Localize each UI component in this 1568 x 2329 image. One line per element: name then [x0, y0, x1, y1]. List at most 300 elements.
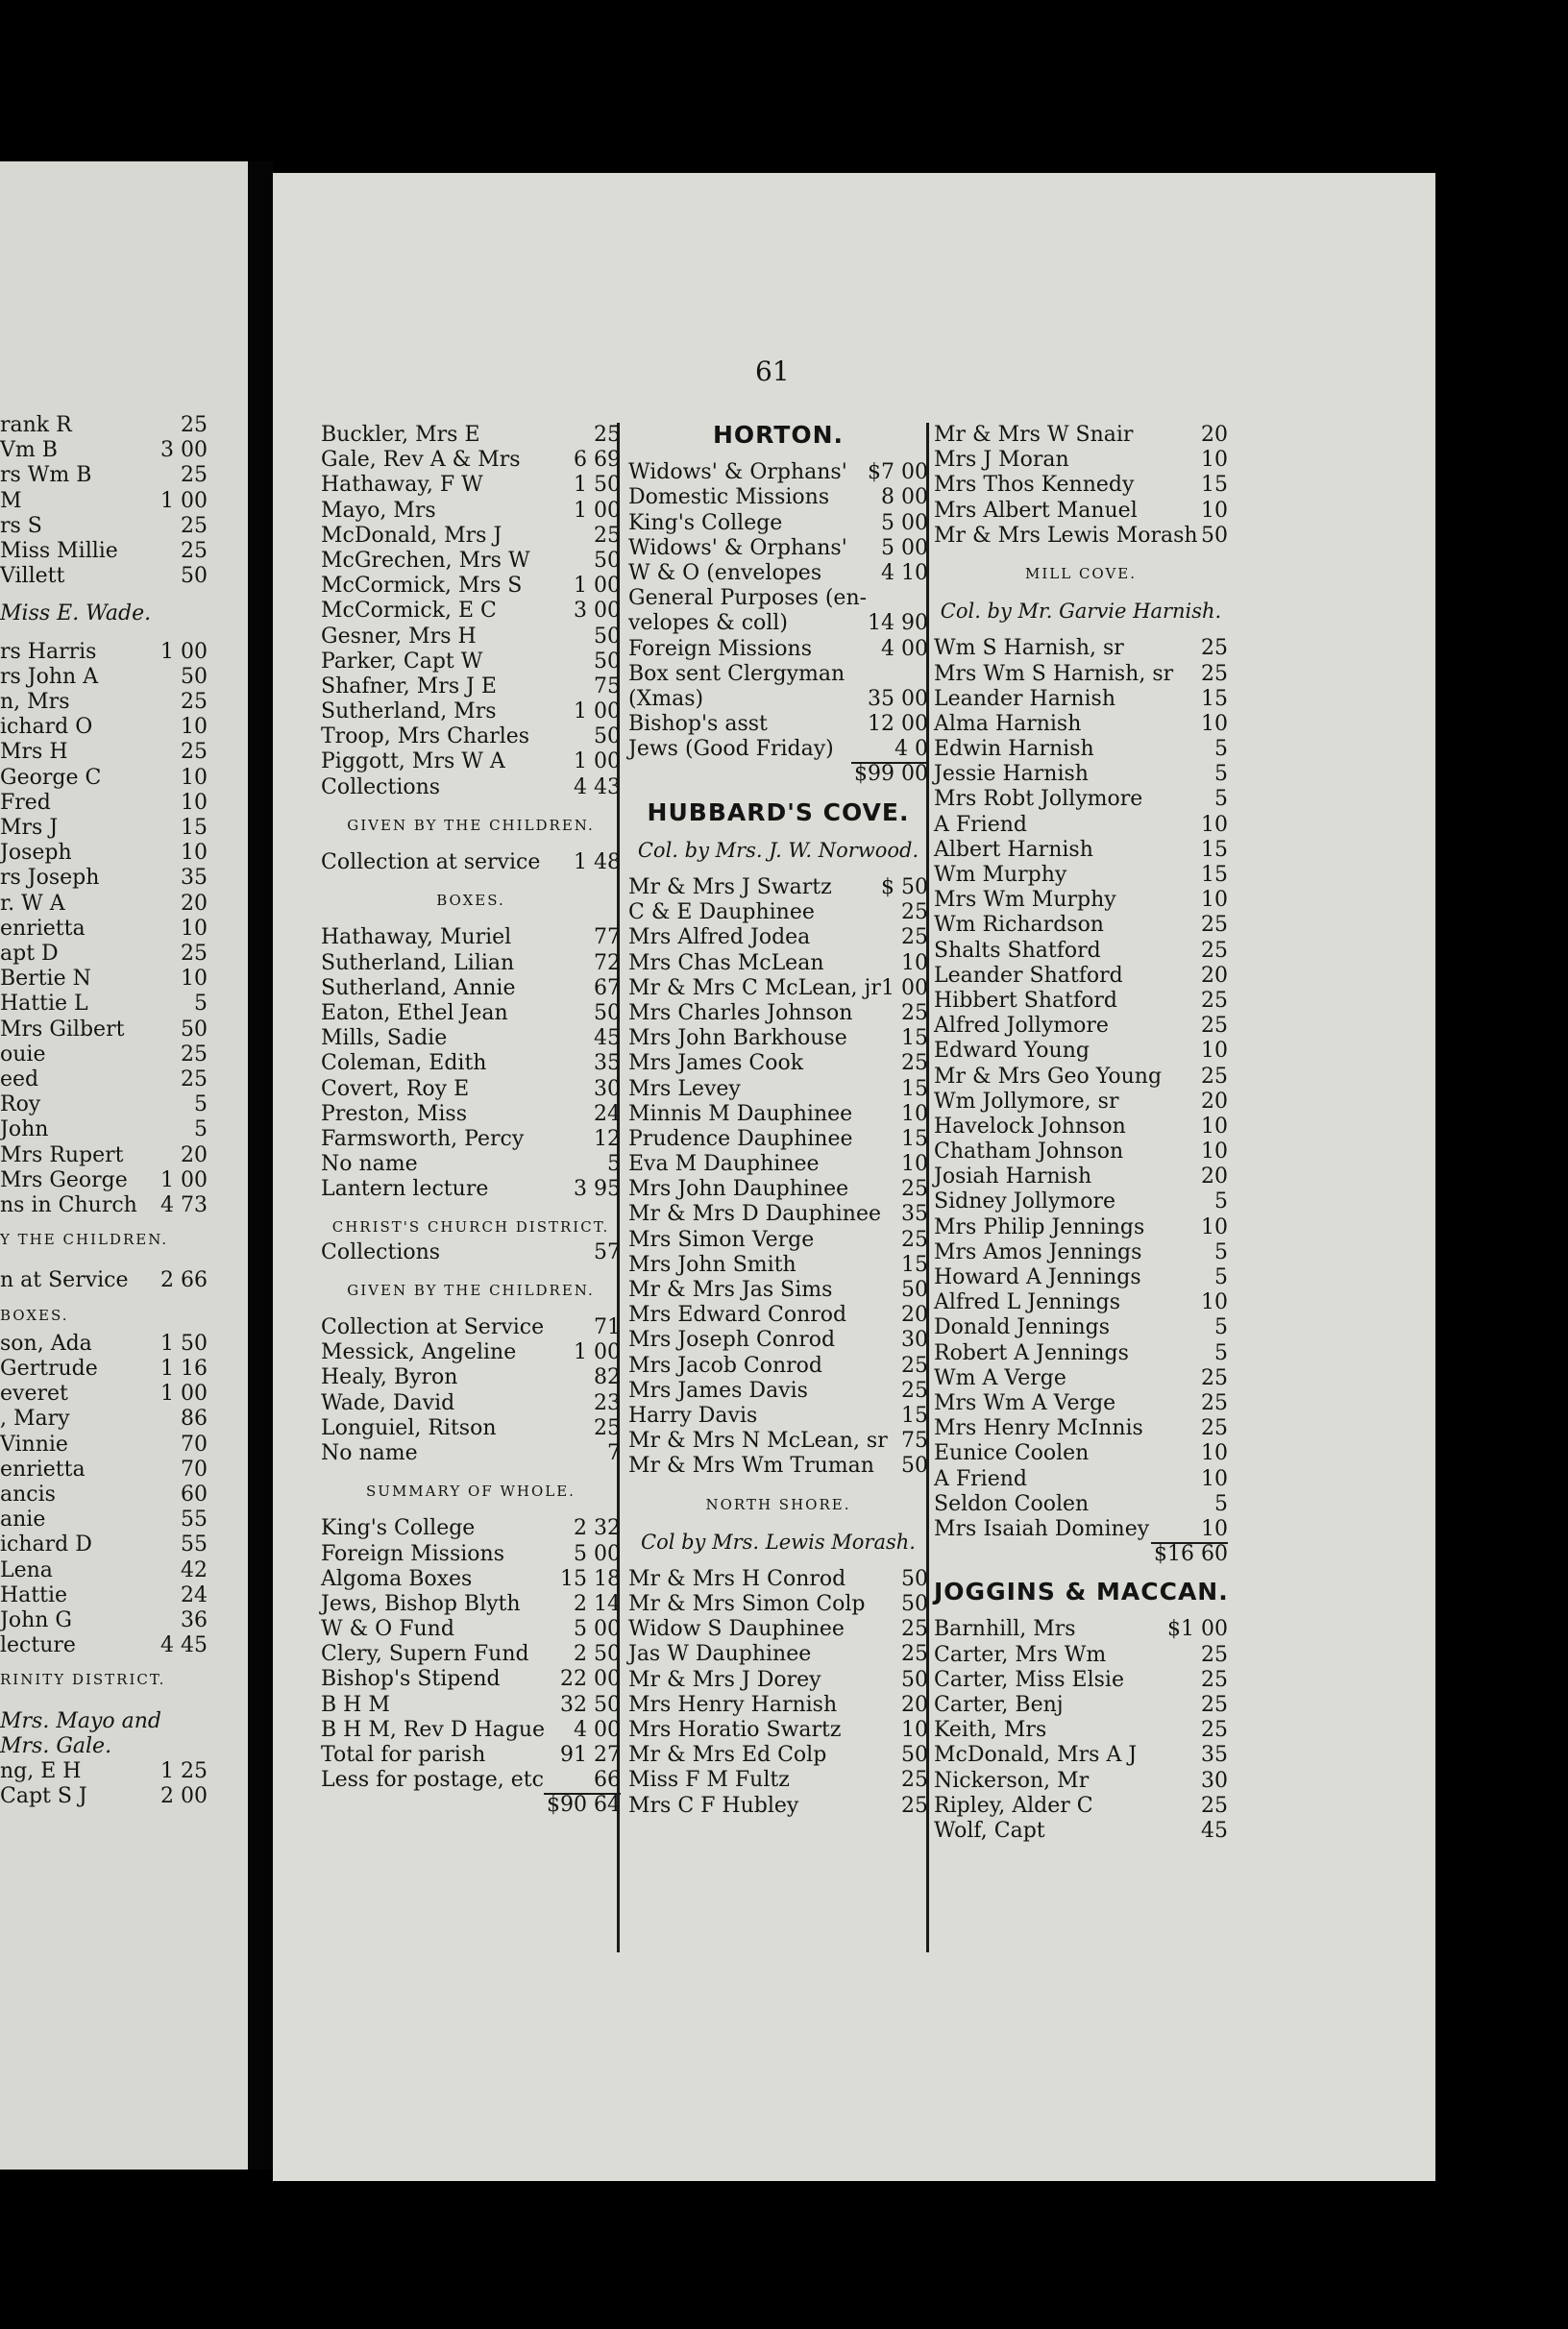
donor-name: Mr & Mrs Jas Sims: [628, 1278, 833, 1302]
subsection-heading: MILL COVE.: [1024, 564, 1138, 582]
left-entry-amount: 10: [181, 715, 208, 740]
donor-row: [321, 775, 621, 800]
left-entry-amount: 10: [181, 967, 208, 992]
donation-amount: 67: [594, 975, 621, 1000]
left-entry-name: Bertie N: [0, 967, 91, 992]
donor-row: [628, 1642, 928, 1667]
donor-row: [934, 939, 1228, 964]
donation-amount: 35 00: [868, 686, 928, 711]
donor-name: Mrs Wm S Harnish, sr: [934, 661, 1174, 686]
donation-amount: 25: [594, 523, 621, 548]
donation-amount: 25: [1201, 1642, 1228, 1667]
donor-name: B H M: [321, 1692, 390, 1717]
donation-amount: 8 00: [881, 485, 928, 510]
donor-name: Mrs Amos Jennings: [934, 1239, 1142, 1264]
donor-name: Bishop's asst: [628, 712, 768, 737]
donor-name: Mrs John Barkhouse: [628, 1026, 847, 1051]
donation-amount: 25: [1201, 1390, 1228, 1415]
left-entry-amount: 25: [181, 690, 208, 714]
spacer: [321, 1202, 621, 1214]
left-entry-name: ichard O: [0, 715, 93, 740]
left-entry-amount: 24: [181, 1582, 208, 1607]
left-entry-amount: 20: [181, 1142, 208, 1167]
donor-row: [934, 1240, 1228, 1265]
donor-name: Howard A Jennings: [934, 1265, 1141, 1289]
total-row: [934, 1542, 1228, 1567]
donation-amount: 3 95: [574, 1177, 621, 1202]
donor-row: [628, 712, 928, 737]
donation-amount: 15: [1201, 837, 1228, 862]
donor-row: [934, 662, 1228, 687]
donor-row: [321, 1177, 621, 1202]
left-entry-amount: 1 25: [160, 1759, 208, 1783]
donor-row: [934, 1769, 1228, 1794]
donor-row: [628, 1102, 928, 1127]
donation-amount: 10: [1201, 1140, 1228, 1164]
donor-name: Wolf, Capt: [934, 1818, 1045, 1843]
donation-amount: 82: [594, 1365, 621, 1390]
donation-amount: 25: [901, 1000, 928, 1025]
donor-name: Piggott, Mrs W A: [321, 749, 505, 774]
donor-row: [934, 1416, 1228, 1441]
donation-amount: 25: [1201, 1693, 1228, 1717]
left-entry-name: rs John A: [0, 664, 99, 689]
donor-name: Preston, Miss: [321, 1101, 468, 1126]
spacer: [628, 863, 928, 875]
donor-name: Lantern lecture: [321, 1177, 489, 1202]
total-amount: $16 60: [1154, 1542, 1228, 1567]
left-entry-amount: 25: [181, 942, 208, 966]
donor-row: [321, 1743, 621, 1768]
donor-row: [934, 1643, 1228, 1668]
left-entry-name: Joseph: [0, 841, 72, 866]
donor-row: [934, 687, 1228, 712]
donor-row: [628, 586, 928, 611]
left-entry-name: John G: [0, 1608, 72, 1632]
donor-row: [321, 1315, 621, 1340]
donor-row: [934, 964, 1228, 989]
donor-name: Mrs Simon Verge: [628, 1227, 815, 1252]
donor-row: [934, 1743, 1228, 1768]
donor-name: Parker, Capt W: [321, 649, 483, 674]
left-entry-name: Miss Millie: [0, 539, 118, 563]
donor-name: W & O Fund: [321, 1617, 454, 1642]
left-entry-name: Hattie: [0, 1582, 68, 1607]
left-entry-amount: 1 00: [160, 1167, 208, 1192]
donor-name: Albert Harnish: [934, 837, 1093, 862]
donation-amount: 25: [901, 1768, 928, 1793]
left-entry-name: Capt S J: [0, 1784, 87, 1809]
left-entry-name: apt D: [0, 942, 59, 966]
donation-amount: 50: [594, 649, 621, 674]
donor-row: [934, 1215, 1228, 1240]
donation-amount: 75: [594, 674, 621, 699]
donation-amount: 25: [1201, 1793, 1228, 1818]
donor-row: [628, 511, 928, 536]
left-entry-amount: 50: [181, 664, 208, 689]
donor-row: [934, 787, 1228, 812]
donor-name: Mrs James Davis: [628, 1378, 808, 1403]
donor-row: [628, 1743, 928, 1768]
donor-row: [934, 1290, 1228, 1315]
donor-row: [934, 1391, 1228, 1416]
donation-amount: 10: [901, 950, 928, 975]
left-entry-amount: 1 16: [160, 1357, 208, 1381]
donor-name: Mr & Mrs D Dauphinee: [628, 1202, 881, 1227]
donor-name: No name: [321, 1152, 418, 1177]
subsection-heading: NORTH SHORE.: [705, 1495, 851, 1513]
subsection-heading: SUMMARY OF WHOLE.: [366, 1483, 576, 1501]
left-page-fragment: [0, 161, 248, 2170]
donor-row: [321, 1240, 621, 1265]
donor-row: [628, 1668, 928, 1693]
donor-name: Barnhill, Mrs: [934, 1617, 1076, 1642]
donor-name: Wm A Verge: [934, 1365, 1066, 1390]
donor-name: Algoma Boxes: [321, 1566, 473, 1591]
donor-row: [321, 625, 621, 650]
donor-row: [934, 1794, 1228, 1819]
donor-row: [628, 460, 928, 485]
spacer: [934, 1605, 1228, 1617]
donor-row: [628, 1177, 928, 1202]
donation-amount: 50: [594, 1000, 621, 1025]
donation-amount: 5 00: [574, 1541, 621, 1566]
donor-row: [321, 674, 621, 699]
donor-name: Mrs John Dauphinee: [628, 1177, 849, 1202]
subsection-heading: GIVEN BY THE CHILDREN.: [347, 816, 595, 834]
left-entry-name: Mrs George: [0, 1167, 128, 1192]
left-entry-name: lecture: [0, 1633, 76, 1658]
donation-amount: 10: [1201, 1114, 1228, 1139]
donation-amount: 2 32: [574, 1516, 621, 1541]
donation-amount: 4 43: [574, 774, 621, 799]
spacer: [321, 1466, 621, 1479]
donation-amount: 50: [901, 1454, 928, 1479]
donor-row: [321, 574, 621, 599]
donor-name: Wm Murphy: [934, 863, 1067, 887]
donor-name: Mr & Mrs Lewis Morash: [934, 523, 1198, 548]
donor-row: [321, 1127, 621, 1152]
donation-amount: 10: [1201, 498, 1228, 523]
donation-amount: 24: [594, 1101, 621, 1126]
donor-row: [934, 524, 1228, 549]
donor-name: Leander Harnish: [934, 686, 1116, 711]
donor-name: Wm S Harnish, sr: [934, 636, 1124, 661]
section-heading: JOGGINS & MACCAN.: [934, 1578, 1229, 1606]
donor-name: Ripley, Alder C: [934, 1793, 1093, 1818]
donor-name: Widows' & Orphans': [628, 460, 847, 485]
left-entry-name: r. W A: [0, 891, 65, 916]
donor-name: McDonald, Mrs J: [321, 523, 502, 548]
left-entry-amount: 36: [181, 1608, 208, 1632]
donation-amount: 57: [594, 1239, 621, 1264]
donor-row: [628, 1379, 928, 1404]
donor-name: Buckler, Mrs E: [321, 423, 480, 447]
donation-amount: 71: [594, 1315, 621, 1339]
donation-amount: 15 18: [560, 1566, 621, 1591]
spacer: [628, 1555, 928, 1567]
donation-amount: 25: [1201, 913, 1228, 938]
donor-row: [628, 1718, 928, 1743]
collector-line: Col by Mrs. Lewis Morash.: [641, 1530, 916, 1554]
donor-row: [934, 1065, 1228, 1090]
donation-amount: 25: [901, 1227, 928, 1252]
left-entry-amount: 1 00: [160, 639, 208, 664]
donation-amount: 5 00: [881, 535, 928, 560]
left-entry-amount: 50: [181, 564, 208, 589]
donor-name: Jews (Good Friday): [628, 737, 834, 762]
left-entry-name: John: [0, 1117, 49, 1142]
donor-row: [628, 1303, 928, 1328]
donor-row: [934, 838, 1228, 863]
donor-row: [934, 448, 1228, 473]
donation-amount: 15: [1201, 473, 1228, 498]
column-2: [628, 423, 928, 1819]
donation-amount: 3 00: [574, 599, 621, 624]
donor-name: Bishop's Stipend: [321, 1667, 501, 1692]
donor-row: [628, 1152, 928, 1177]
subsection-heading: GIVEN BY THE CHILDREN.: [347, 1281, 595, 1299]
donor-name: Alma Harnish: [934, 711, 1082, 736]
left-entry-amount: 1 00: [160, 488, 208, 513]
donation-amount: 50: [901, 1592, 928, 1617]
donor-row: [321, 1026, 621, 1051]
left-entry-amount: 55: [181, 1508, 208, 1532]
donor-name: Eunice Coolen: [934, 1441, 1090, 1466]
donor-row: [321, 1340, 621, 1365]
donation-amount: 35: [594, 1051, 621, 1076]
donation-amount: 25: [1201, 1064, 1228, 1089]
donation-amount: 25: [1201, 938, 1228, 963]
left-entry-name: Mrs J: [0, 816, 59, 840]
donation-amount: 1 00: [574, 574, 621, 599]
donor-name: Josiah Harnish: [934, 1164, 1092, 1189]
donor-row: [628, 1202, 928, 1227]
donation-amount: 5: [1214, 787, 1228, 812]
donor-row: [628, 1278, 928, 1303]
spacer: [321, 875, 621, 888]
total-row: [628, 762, 928, 787]
left-entry-name: Vm B: [0, 438, 58, 463]
left-entry-amount: 25: [181, 539, 208, 563]
donor-name: Collections: [321, 1239, 441, 1264]
spacer: [934, 549, 1228, 561]
donor-row: [934, 1265, 1228, 1290]
left-entry-name: rs Joseph: [0, 866, 100, 891]
donation-amount: 1 00: [574, 749, 621, 774]
donor-row: [934, 813, 1228, 838]
donation-amount: 25: [1201, 661, 1228, 686]
donor-name: Mrs Wm A Verge: [934, 1390, 1116, 1415]
donor-row: [628, 1001, 928, 1026]
donor-row: [321, 1152, 621, 1177]
donation-amount: 15: [901, 1076, 928, 1101]
donor-row: [628, 1693, 928, 1718]
donation-amount: 25: [901, 1378, 928, 1403]
donation-amount: 30: [594, 1076, 621, 1101]
donor-name: Mrs Joseph Conrod: [628, 1328, 836, 1353]
donor-row: [628, 1567, 928, 1592]
donation-amount: 91 27: [560, 1743, 621, 1767]
donor-name: Box sent Clergyman: [628, 661, 845, 686]
donor-name: Hathaway, Muriel: [321, 925, 512, 950]
donor-name: Sutherland, Mrs: [321, 699, 497, 724]
donor-name: Sutherland, Annie: [321, 975, 516, 1000]
donation-amount: 15: [901, 1252, 928, 1277]
donation-amount: 25: [901, 900, 928, 925]
donor-row: [934, 913, 1228, 938]
donation-amount: 25: [594, 1415, 621, 1440]
donor-name: Seldon Coolen: [934, 1491, 1090, 1516]
donation-amount: 10: [1201, 1466, 1228, 1491]
donor-name: Wm Jollymore, sr: [934, 1089, 1119, 1114]
donor-name: Mrs Philip Jennings: [934, 1214, 1145, 1239]
left-entry-name: Mrs Rupert: [0, 1142, 124, 1167]
donor-name: Covert, Roy E: [321, 1076, 470, 1101]
donor-name: Jews, Bishop Blyth: [321, 1591, 521, 1616]
donation-amount: 30: [1201, 1768, 1228, 1793]
donation-amount: 10: [1201, 1290, 1228, 1315]
donation-amount: 25: [1201, 1718, 1228, 1743]
donation-amount: 50: [901, 1566, 928, 1591]
donor-row: [934, 1517, 1228, 1542]
donor-name: Healy, Byron: [321, 1365, 458, 1390]
donation-amount: 25: [1201, 1416, 1228, 1441]
left-entry-name: ng, E H: [0, 1759, 82, 1783]
left-entry-name: ns in Church: [0, 1193, 137, 1217]
left-entry-name: Mrs Gilbert: [0, 1017, 125, 1042]
donor-name: Mr & Mrs W Snair: [934, 423, 1134, 447]
donation-amount: 10: [1201, 1039, 1228, 1064]
donor-row: [628, 1077, 928, 1102]
book-gutter: [248, 161, 273, 2170]
donation-amount: 1 00: [881, 975, 928, 1000]
donor-name: Leander Shatford: [934, 963, 1123, 988]
donor-row: [321, 1718, 621, 1743]
donor-row: [321, 1516, 621, 1541]
donor-name: Shalts Shatford: [934, 938, 1101, 963]
left-entry-amount: 2 66: [160, 1268, 208, 1293]
left-entry-name: BOXES.: [0, 1306, 69, 1324]
donor-name: Mrs Levey: [628, 1076, 741, 1101]
donor-row: [321, 499, 621, 524]
donor-row: [628, 687, 928, 712]
donor-name: Jas W Dauphinee: [628, 1642, 812, 1667]
donation-amount: 5 00: [574, 1617, 621, 1642]
donation-amount: 20: [901, 1303, 928, 1328]
donor-name: McCormick, Mrs S: [321, 574, 523, 599]
donor-row: [321, 599, 621, 624]
donation-amount: 5: [1214, 1315, 1228, 1340]
donor-name: Gesner, Mrs H: [321, 624, 477, 649]
donor-name: Collection at service: [321, 850, 541, 874]
donor-row: [934, 1668, 1228, 1693]
left-entry-amount: 10: [181, 790, 208, 815]
donor-row: [321, 549, 621, 574]
donor-name: Mayo, Mrs: [321, 498, 436, 523]
donor-name: Foreign Missions: [628, 636, 813, 661]
spacer: [628, 448, 928, 460]
donation-amount: 23: [594, 1390, 621, 1415]
donor-name: Mr & Mrs Simon Colp: [628, 1592, 866, 1617]
donor-row: [628, 662, 928, 687]
donor-name: B H M, Rev D Hague: [321, 1717, 546, 1742]
donor-row: [628, 1429, 928, 1454]
donation-amount: 25: [901, 1177, 928, 1202]
left-entry-name: n, Mrs: [0, 690, 70, 714]
donor-name: General Purposes (en-: [628, 586, 868, 611]
spacer: [321, 913, 621, 925]
column-1: [321, 423, 621, 1819]
donor-name: Jessie Harnish: [934, 762, 1089, 787]
left-entry-name: Roy: [0, 1092, 41, 1117]
donor-name: Mr & Mrs J Swartz: [628, 875, 832, 899]
column-3: [934, 423, 1228, 1844]
donation-amount: 15: [1201, 863, 1228, 887]
donation-amount: 12: [594, 1126, 621, 1151]
donor-row: [628, 1592, 928, 1617]
donation-amount: 25: [1201, 1365, 1228, 1390]
donor-row: [628, 1127, 928, 1152]
donor-row: [934, 888, 1228, 913]
donor-name: Mrs Edward Conrod: [628, 1303, 847, 1328]
donor-name: Sidney Jollymore: [934, 1189, 1116, 1214]
left-entry-amount: 10: [181, 916, 208, 941]
donor-row: [934, 1693, 1228, 1718]
donation-amount: 10: [901, 1152, 928, 1177]
donor-row: [628, 875, 928, 900]
left-entry-name: enrietta: [0, 916, 86, 941]
donor-name: (Xmas): [628, 686, 704, 711]
donation-amount: 6 69: [574, 448, 621, 473]
donor-name: W & O (envelopes: [628, 560, 822, 585]
donation-amount: 50: [901, 1278, 928, 1302]
left-entry-name: Mrs. Mayo and: [0, 1708, 161, 1733]
left-entry-amount: 4 45: [160, 1633, 208, 1658]
section-heading: HORTON.: [712, 421, 845, 449]
donor-row: [321, 1567, 621, 1592]
donor-name: Mrs Robt Jollymore: [934, 787, 1143, 812]
donor-row: [934, 499, 1228, 524]
donor-row: [321, 699, 621, 724]
donation-amount: 1 00: [574, 699, 621, 724]
subsection-heading: BOXES.: [436, 892, 505, 910]
donor-name: Carter, Mrs Wm: [934, 1642, 1107, 1667]
left-entry-amount: 2 00: [160, 1784, 208, 1809]
left-entry-name: Gertrude: [0, 1357, 98, 1381]
donor-name: Mr & Mrs H Conrod: [628, 1566, 846, 1591]
left-entry-name: Mrs. Gale.: [0, 1733, 112, 1758]
donor-name: Mrs John Smith: [628, 1252, 796, 1277]
donor-name: Mr & Mrs Geo Young: [934, 1064, 1163, 1089]
donation-amount: 10: [1201, 888, 1228, 913]
donor-name: Wm Richardson: [934, 913, 1104, 938]
donor-row: [934, 1014, 1228, 1039]
left-entry-name: RINITY DISTRICT.: [0, 1671, 166, 1689]
donor-row: [628, 611, 928, 636]
donation-amount: 10: [1201, 711, 1228, 736]
donor-name: Alfred L Jennings: [934, 1290, 1121, 1315]
donation-amount: 25: [901, 1051, 928, 1076]
total-row: [321, 1793, 621, 1818]
donor-name: Mills, Sadie: [321, 1026, 448, 1051]
donation-amount: 2 14: [574, 1591, 621, 1616]
donor-name: velopes & coll): [628, 611, 788, 636]
spacer: [628, 1480, 928, 1492]
donor-name: Mr & Mrs N McLean, sr: [628, 1429, 888, 1454]
left-entry-name: Vinnie: [0, 1432, 68, 1457]
section-heading: HUBBARD'S COVE.: [647, 797, 910, 826]
